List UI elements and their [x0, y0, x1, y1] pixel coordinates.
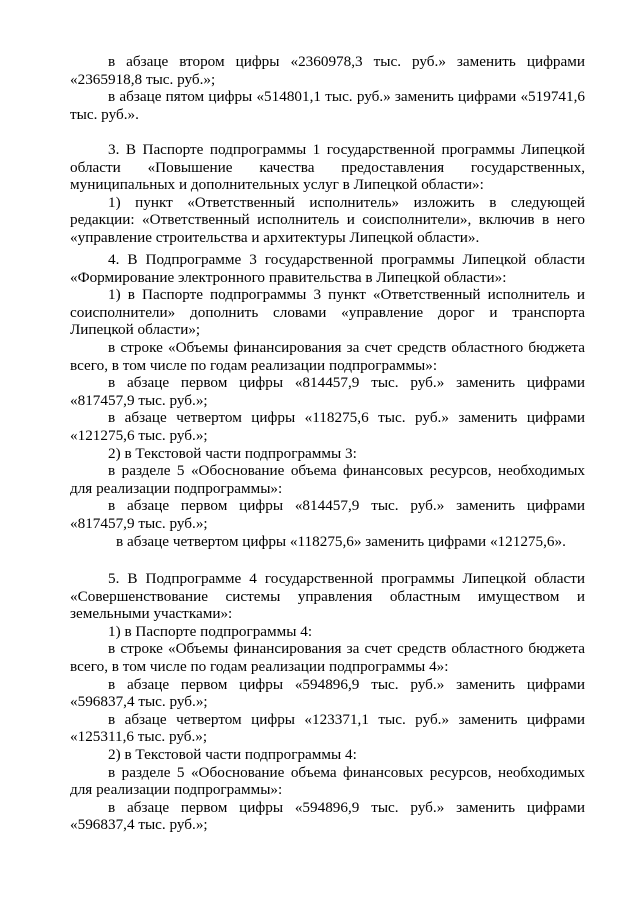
section-4: [70, 251, 585, 550]
section-3: [70, 141, 585, 247]
section-heading: 3. В Паспорте подпрограммы 1 государственной программы Липецкой области «Повышение качества предоставления государственных, муниципальных и дополнительных услуг в Липецкой области»:: [70, 141, 585, 194]
paragraph: в разделе 5 «Обоснование объема финансовых ресурсов, необходимых для реализации подпрограммы»:: [70, 462, 585, 497]
paragraph: в абзаце первом цифры «594896,9 тыс. руб.» заменить цифрами «596837,4 тыс. руб.»;: [70, 798, 585, 834]
section-heading: 5. В Подпрограмме 4 государственной программы Липецкой области «Совершенствование системы управления областным имуществом и земельными участками»:: [70, 570, 585, 623]
paragraph: в абзаце пятом цифры «514801,1 тыс. руб.» заменить цифрами «519741,6 тыс. руб.».: [70, 88, 585, 123]
paragraph: 1) пункт «Ответственный исполнитель» изложить в следующей редакции: «Ответственный исполнитель и соисполнители», включив в него «управление строительства и архитектуры Липецкой области».: [70, 193, 585, 246]
paragraph: в абзаце четвертом цифры «123371,1 тыс. руб.» заменить цифрами «125311,6 тыс. руб.»;: [70, 710, 585, 746]
paragraph: в абзаце четвертом цифры «118275,6 тыс. руб.» заменить цифрами «121275,6 тыс. руб.»;: [70, 409, 585, 444]
section-5: [70, 570, 585, 834]
paragraph: в абзаце первом цифры «814457,9 тыс. руб.» заменить цифрами «817457,9 тыс. руб.»;: [70, 374, 585, 409]
section-heading: 4. В Подпрограмме 3 государственной программы Липецкой области «Формирование электронного правительства в Липецкой области»:: [70, 251, 585, 286]
paragraph: 2) в Текстовой части подпрограммы 4:: [108, 745, 357, 763]
paragraph: в разделе 5 «Обоснование объема финансовых ресурсов, необходимых для реализации подпрограммы»:: [70, 763, 585, 799]
paragraph: в абзаце первом цифры «594896,9 тыс. руб.» заменить цифрами «596837,4 тыс. руб.»;: [70, 675, 585, 711]
paragraph: в строке «Объемы финансирования за счет средств областного бюджета всего, в том числе по годам реализации подпрограммы»:: [70, 338, 585, 374]
paragraph: 1) в Паспорте подпрограммы 3 пункт «Ответственный исполнитель и соисполнители» дополнить словами «управление дорог и транспорта Липецкой области»;: [70, 286, 585, 339]
paragraph: в абзаце четвертом цифры «118275,6» заменить цифрами «121275,6».: [116, 532, 566, 550]
paragraph: в абзаце втором цифры «2360978,3 тыс. руб.» заменить цифрами «2365918,8 тыс. руб.»;: [70, 53, 585, 88]
paragraph: 1) в Паспорте подпрограммы 4:: [108, 622, 313, 640]
paragraph: 2) в Текстовой части подпрограммы 3:: [108, 444, 357, 462]
paragraph: в абзаце первом цифры «814457,9 тыс. руб.» заменить цифрами «817457,9 тыс. руб.»;: [70, 497, 585, 532]
paragraph: в строке «Объемы финансирования за счет средств областного бюджета всего, в том числе по годам реализации подпрограммы 4»:: [70, 640, 585, 675]
section-2-tail: [70, 53, 585, 123]
